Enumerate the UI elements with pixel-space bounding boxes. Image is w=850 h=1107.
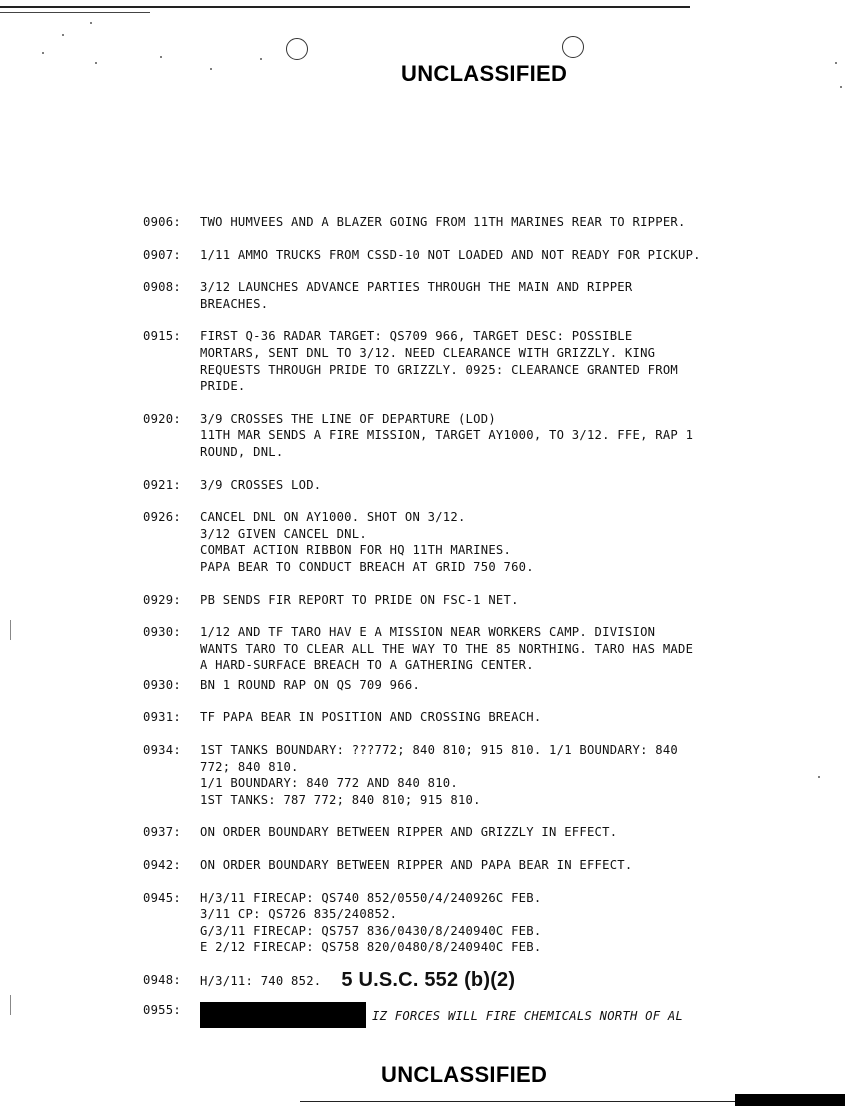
log-entry: [143, 1002, 763, 1028]
margin-mark: [10, 995, 11, 1015]
entry-line: WANTS TARO TO CLEAR ALL THE WAY TO THE 85 NORTHING. TARO HAS MADE: [200, 641, 694, 656]
entry-line: H/3/11: 740 852.: [200, 974, 322, 988]
chronology-log: [143, 214, 763, 1028]
entry-body: [200, 890, 763, 956]
footer-classification: UNCLASSIFIED: [381, 1062, 548, 1087]
foia-exemption-stamp: 5 U.S.C. 552 (b)(2): [341, 969, 516, 991]
scan-speck: [160, 56, 162, 58]
entry-line: 3/12 GIVEN CANCEL DNL.: [200, 526, 367, 541]
entry-line: TF PAPA BEAR IN POSITION AND CROSSING BREACH.: [200, 710, 542, 725]
entry-line: IZ FORCES WILL FIRE CHEMICALS NORTH OF AL: [372, 1008, 684, 1023]
entry-line: PRIDE.: [200, 379, 246, 394]
entry-time: 0929:: [143, 592, 181, 607]
entry-body: [200, 328, 763, 394]
entry-line: 772; 840 810.: [200, 759, 299, 774]
entry-line: BREACHES.: [200, 296, 269, 311]
log-entry: [143, 477, 763, 494]
entry-line: COMBAT ACTION RIBBON FOR HQ 11TH MARINES.: [200, 543, 512, 558]
entry-line: ON ORDER BOUNDARY BETWEEN RIPPER AND PAPA BEAR IN EFFECT.: [200, 858, 633, 873]
entry-line: E 2/12 FIRECAP: QS758 820/0480/8/240940C FEB.: [200, 940, 542, 955]
entry-line: PAPA BEAR TO CONDUCT BREACH AT GRID 750 760.: [200, 559, 534, 574]
entry-body: [200, 592, 763, 609]
stamp-seal-icon: [286, 38, 308, 60]
entry-line: 1/12 AND TF TARO HAV E A MISSION NEAR WORKERS CAMP. DIVISION: [200, 625, 656, 640]
entry-time: 0920:: [143, 411, 181, 426]
log-entry: [143, 709, 763, 726]
entry-line: 3/9 CROSSES LOD.: [200, 477, 322, 492]
entry-line: 1ST TANKS BOUNDARY: ???772; 840 810; 915 810. 1/1 BOUNDARY: 840: [200, 743, 679, 758]
entry-line: ON ORDER BOUNDARY BETWEEN RIPPER AND GRIZZLY IN EFFECT.: [200, 825, 618, 840]
entry-body: [200, 624, 763, 674]
entry-line: A HARD-SURFACE BREACH TO A GATHERING CENTER.: [200, 658, 534, 673]
log-entry: [143, 624, 763, 674]
entry-line: PB SENDS FIR REPORT TO PRIDE ON FSC-1 NET.: [200, 592, 519, 607]
log-entry: [143, 509, 763, 575]
entry-line: 1/1 BOUNDARY: 840 772 AND 840 810.: [200, 776, 458, 791]
log-entry: [143, 247, 763, 264]
redaction-block: [200, 1002, 366, 1028]
entry-line: ROUND, DNL.: [200, 444, 284, 459]
entry-line: TWO HUMVEES AND A BLAZER GOING FROM 11TH MARINES REAR TO RIPPER.: [200, 215, 686, 229]
entry-body: [200, 247, 763, 264]
entry-time: 0908:: [143, 280, 181, 295]
entry-line: 1ST TANKS: 787 772; 840 810; 915 810.: [200, 792, 481, 807]
entry-body: [200, 857, 763, 874]
log-entry: [143, 214, 763, 231]
entry-time: 0931:: [143, 710, 181, 725]
entry-time: 0937:: [143, 825, 181, 840]
entry-time: 0926:: [143, 510, 181, 525]
entry-line: CANCEL DNL ON AY1000. SHOT ON 3/12.: [200, 510, 466, 525]
entry-line: G/3/11 FIRECAP: QS757 836/0430/8/240940C FEB.: [200, 923, 542, 938]
entry-time: 0945:: [143, 890, 181, 905]
scan-speck: [260, 58, 262, 60]
log-entry: [143, 279, 763, 312]
entry-body: [200, 477, 763, 494]
entry-time: 0906:: [143, 215, 181, 229]
log-entry: [143, 824, 763, 841]
entry-body: [200, 709, 763, 726]
entry-line: 1/11 AMMO TRUCKS FROM CSSD-10 NOT LOADED AND NOT READY FOR PICKUP.: [200, 247, 701, 262]
scan-speck: [818, 776, 820, 778]
entry-time: 0921:: [143, 477, 181, 492]
scan-speck: [62, 34, 64, 36]
scan-speck: [95, 62, 97, 64]
entry-line: H/3/11 FIRECAP: QS740 852/0550/4/240926C FEB.: [200, 890, 542, 905]
log-entry: [143, 969, 763, 991]
entry-time: 0955:: [143, 1002, 181, 1017]
entry-line: 3/9 CROSSES THE LINE OF DEPARTURE (LOD): [200, 411, 496, 426]
entry-body: [200, 824, 763, 841]
entry-time: 0915:: [143, 329, 181, 344]
entry-time: 0930:: [143, 677, 181, 692]
entry-body: [200, 214, 763, 231]
entry-line: FIRST Q-36 RADAR TARGET: QS709 966, TARGET DESC: POSSIBLE: [200, 329, 633, 344]
log-entry: [143, 592, 763, 609]
stamp-seal-icon: [562, 36, 584, 58]
scan-speck: [840, 86, 842, 88]
entry-time: 0948:: [143, 973, 181, 987]
log-entry: [143, 411, 763, 461]
scan-speck: [835, 62, 837, 64]
top-rule-short: [0, 12, 150, 13]
entry-time: 0942:: [143, 858, 181, 873]
header-classification: UNCLASSIFIED: [401, 61, 568, 86]
entry-body: [200, 509, 763, 575]
entry-body: [200, 969, 763, 991]
entry-line: BN 1 ROUND RAP ON QS 709 966.: [200, 677, 421, 692]
log-entry: [143, 742, 763, 808]
log-entry: [143, 677, 763, 694]
entry-body: [200, 677, 763, 694]
bottom-rule: [300, 1101, 740, 1102]
log-entry: [143, 328, 763, 394]
top-rule: [0, 6, 690, 8]
entry-line: 11TH MAR SENDS A FIRE MISSION, TARGET AY1000, TO 3/12. FFE, RAP 1: [200, 428, 694, 443]
entry-line: 3/11 CP: QS726 835/240852.: [200, 907, 398, 922]
entry-body: [200, 1002, 763, 1028]
bottom-scan-bar: [735, 1094, 845, 1106]
entry-line: REQUESTS THROUGH PRIDE TO GRIZZLY. 0925: CLEARANCE GRANTED FROM: [200, 362, 679, 377]
entry-line: 3/12 LAUNCHES ADVANCE PARTIES THROUGH THE MAIN AND RIPPER: [200, 280, 633, 295]
entry-body: [200, 411, 763, 461]
entry-time: 0907:: [143, 247, 181, 262]
entry-time: 0930:: [143, 625, 181, 640]
entry-line: MORTARS, SENT DNL TO 3/12. NEED CLEARANCE WITH GRIZZLY. KING: [200, 345, 656, 360]
entry-body: [200, 279, 763, 312]
margin-mark: [10, 620, 11, 640]
entry-body: [200, 742, 763, 808]
log-entry: [143, 857, 763, 874]
scan-speck: [90, 22, 92, 24]
scan-speck: [210, 68, 212, 70]
scan-speck: [42, 52, 44, 54]
log-entry: [143, 890, 763, 956]
entry-time: 0934:: [143, 743, 181, 758]
